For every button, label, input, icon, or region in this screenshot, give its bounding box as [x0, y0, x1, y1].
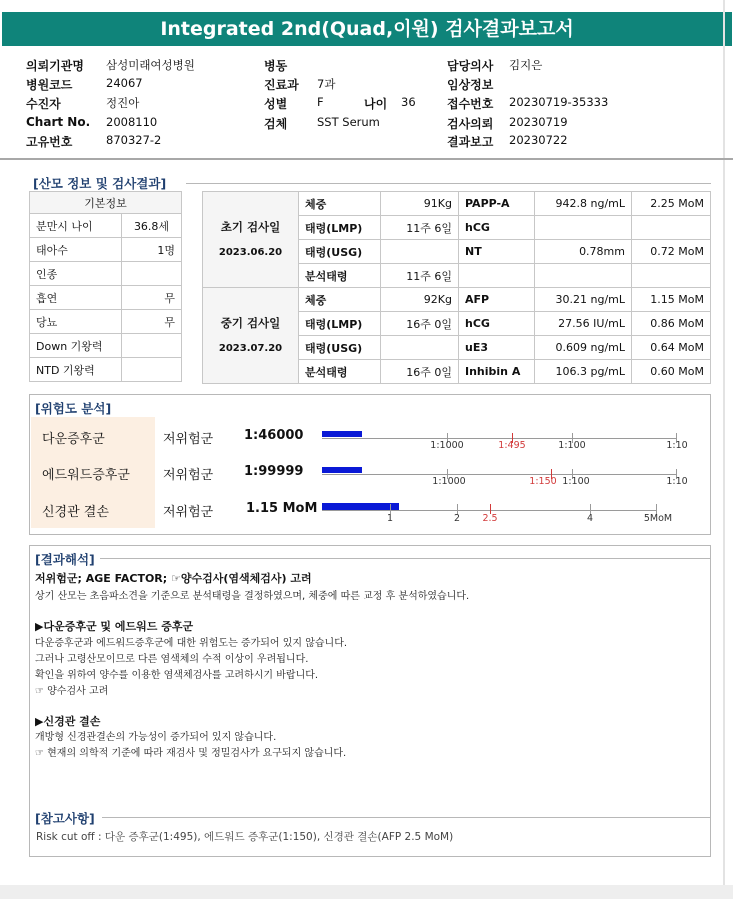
table-row	[30, 238, 182, 262]
marker-mom	[632, 216, 711, 240]
marker-mom: 1.15 MoM	[632, 288, 711, 312]
maternal-section-title: [산모 정보 및 검사결과]	[33, 176, 167, 191]
test-label: 체중	[299, 192, 381, 216]
interpretation-line: ▶다운증후군 및 에드워드 증후군	[35, 620, 194, 633]
header-value: 20230719-35333	[509, 95, 609, 109]
risk-value: 1.15 MoM	[246, 501, 318, 516]
table-row	[203, 288, 711, 312]
early-test-cell	[203, 192, 299, 288]
basic-label: 당뇨	[30, 310, 122, 334]
risk-bar	[322, 503, 399, 510]
reference-text: Risk cut off : 다운 증후군(1:495), 에드워드 증후군(1:150), 신경관 결손(AFP 2.5 MoM)	[36, 831, 454, 843]
basic-label: Down 기왕력	[30, 334, 122, 358]
risk-name: 다운증후군	[42, 432, 105, 447]
test-value: 92Kg	[381, 288, 459, 312]
marker-label: hCG	[459, 312, 535, 336]
risk-level: 저위험군	[163, 505, 214, 520]
marker-label: uE3	[459, 336, 535, 360]
risk-axis	[322, 474, 677, 475]
header-value: 20230719	[509, 115, 568, 129]
basic-value: 무	[122, 286, 182, 310]
header-value: 24067	[106, 76, 143, 90]
report-title: Integrated 2nd(Quad,이원) 검사결과보고서	[2, 12, 732, 46]
interpretation-line: 다운증후군과 에드워드증후군에 대한 위험도는 증가되어 있지 않습니다.	[35, 638, 348, 649]
test-value: 16주 0일	[381, 312, 459, 336]
page-edge	[723, 0, 725, 899]
scale-label: 2	[453, 513, 461, 524]
header-value: 2008110	[106, 115, 158, 129]
table-row	[30, 214, 182, 238]
basic-value	[122, 358, 182, 382]
scale-label: 1:1000	[430, 440, 464, 451]
marker-result: 0.609 ng/mL	[535, 336, 632, 360]
header-label: 수진자	[26, 97, 61, 111]
header-value: 36	[401, 95, 416, 109]
header-label: 담당의사	[447, 59, 494, 73]
cutoff-label: 1:495	[498, 440, 526, 451]
risk-bar	[322, 431, 362, 437]
interpretation-line: 개방형 신경관결손의 가능성이 증가되어 있지 않습니다.	[35, 732, 277, 743]
header-label: 결과보고	[447, 135, 494, 149]
marker-mom	[632, 264, 711, 288]
header-divider	[0, 158, 733, 160]
header-value: 김지은	[509, 58, 543, 72]
basic-value	[122, 334, 182, 358]
header-label: 검체	[264, 117, 288, 131]
header-value: SST Serum	[317, 115, 380, 129]
risk-section-title: [위험도 분석]	[35, 401, 112, 416]
header-label: 임상정보	[447, 78, 494, 92]
interpretation-line: 상기 산모는 초음파소견을 기준으로 분석태령을 결정하였으며, 체중에 따른 교정 후 분석하였습니다.	[35, 591, 470, 602]
cutoff-label: 1:150	[529, 476, 557, 487]
basic-value	[122, 262, 182, 286]
basic-label: NTD 기왕력	[30, 358, 122, 382]
scale-label: 1:10	[666, 476, 688, 487]
risk-name: 신경관 결손	[42, 505, 109, 520]
test-label: 분석태령	[299, 264, 381, 288]
interpretation-line: 확인을 위하여 양수를 이용한 염색체검사를 고려하시기 바랍니다.	[35, 670, 319, 681]
cutoff-label: 2.5	[482, 513, 498, 524]
test-value	[381, 240, 459, 264]
risk-name: 에드워드증후군	[42, 468, 130, 483]
marker-result: 30.21 ng/mL	[535, 288, 632, 312]
header-value: F	[317, 95, 324, 109]
test-value: 11주 6일	[381, 264, 459, 288]
mid-test-cell	[203, 288, 299, 384]
interpretation-line: 저위험군; AGE FACTOR; ☞양수검사(염색체검사) 고려	[35, 572, 312, 585]
test-label: 태령(LMP)	[299, 216, 381, 240]
scale-label: 1:1000	[432, 476, 466, 487]
marker-mom: 2.25 MoM	[632, 192, 711, 216]
basic-value: 36.8세	[122, 214, 182, 238]
scale-label: 1:100	[558, 440, 586, 451]
marker-label: Inhibin A	[459, 360, 535, 384]
scale-label: 5MoM	[643, 513, 673, 524]
header-value: 정진아	[106, 96, 140, 110]
header-label: 병동	[264, 59, 288, 73]
marker-mom: 0.64 MoM	[632, 336, 711, 360]
marker-result	[535, 216, 632, 240]
interpretation-line: ☞ 양수검사 고려	[35, 686, 109, 697]
scale-label: 1	[386, 513, 394, 524]
marker-mom: 0.86 MoM	[632, 312, 711, 336]
interpretation-line: ☞ 현재의 의학적 기준에 따라 재검사 및 정밀검사가 요구되지 않습니다.	[35, 748, 347, 759]
marker-label: hCG	[459, 216, 535, 240]
basic-value: 무	[122, 310, 182, 334]
test-label: 체중	[299, 288, 381, 312]
header-value: 삼성미래여성병원	[106, 58, 195, 72]
header-value: 870327-2	[106, 133, 162, 147]
table-row	[30, 334, 182, 358]
test-name: 초기 검사일	[220, 219, 281, 234]
test-value: 91Kg	[381, 192, 459, 216]
header-label: 나이	[364, 97, 388, 111]
interpretation-line: ▶신경관 결손	[35, 715, 101, 728]
test-results-table	[202, 191, 711, 384]
marker-label	[459, 264, 535, 288]
table-row	[30, 286, 182, 310]
test-label: 태령(USG)	[299, 336, 381, 360]
section-rule	[100, 558, 711, 559]
reference-title: [참고사항]	[35, 811, 95, 826]
test-label: 분석태령	[299, 360, 381, 384]
marker-result: 0.78mm	[535, 240, 632, 264]
header-label: 성별	[264, 97, 288, 111]
header-label: 검사의뢰	[447, 117, 494, 131]
test-value: 11주 6일	[381, 216, 459, 240]
risk-value: 1:99999	[244, 464, 304, 479]
test-date: 2023.07.20	[218, 342, 283, 354]
marker-result	[535, 264, 632, 288]
page-footer-band	[0, 885, 733, 899]
interpretation-title: [결과해석]	[35, 552, 95, 567]
basic-info-table	[29, 191, 182, 382]
table-row	[203, 192, 711, 216]
table-row	[30, 358, 182, 382]
header-value: 7과	[317, 77, 336, 91]
header-label: Chart No.	[26, 115, 91, 129]
risk-level: 저위험군	[163, 432, 214, 447]
header-label: 고유번호	[26, 135, 73, 149]
table-row	[30, 310, 182, 334]
test-name: 중기 검사일	[220, 315, 281, 330]
table-row	[30, 262, 182, 286]
section-rule	[102, 817, 711, 818]
risk-value: 1:46000	[244, 428, 304, 443]
marker-result: 27.56 IU/mL	[535, 312, 632, 336]
section-rule	[186, 183, 711, 184]
test-label: 태령(USG)	[299, 240, 381, 264]
risk-bar	[322, 467, 362, 473]
basic-label: 분만시 나이	[30, 214, 122, 238]
scale-label: 1:10	[666, 440, 688, 451]
marker-label: AFP	[459, 288, 535, 312]
header-value: 20230722	[509, 133, 568, 147]
marker-label: PAPP-A	[459, 192, 535, 216]
basic-label: 태아수	[30, 238, 122, 262]
header-label: 진료과	[264, 78, 299, 92]
marker-label: NT	[459, 240, 535, 264]
header-label: 병원코드	[26, 78, 73, 92]
scale-label: 4	[586, 513, 594, 524]
header-label: 의뢰기관명	[26, 59, 84, 73]
marker-result: 942.8 ng/mL	[535, 192, 632, 216]
basic-value: 1명	[122, 238, 182, 262]
test-value: 16주 0일	[381, 360, 459, 384]
header-label: 접수번호	[447, 97, 494, 111]
scale-label: 1:100	[562, 476, 590, 487]
risk-level: 저위험군	[163, 468, 214, 483]
test-date: 2023.06.20	[218, 246, 283, 258]
marker-mom: 0.60 MoM	[632, 360, 711, 384]
test-value	[381, 336, 459, 360]
marker-mom: 0.72 MoM	[632, 240, 711, 264]
interpretation-line: 그러나 고령산모이므로 다른 염색체의 수적 이상이 우려됩니다.	[35, 654, 309, 665]
risk-axis	[322, 438, 677, 439]
basic-label: 흡연	[30, 286, 122, 310]
test-label: 태령(LMP)	[299, 312, 381, 336]
basic-label: 인종	[30, 262, 122, 286]
marker-result: 106.3 pg/mL	[535, 360, 632, 384]
basic-info-header: 기본정보	[30, 192, 182, 214]
